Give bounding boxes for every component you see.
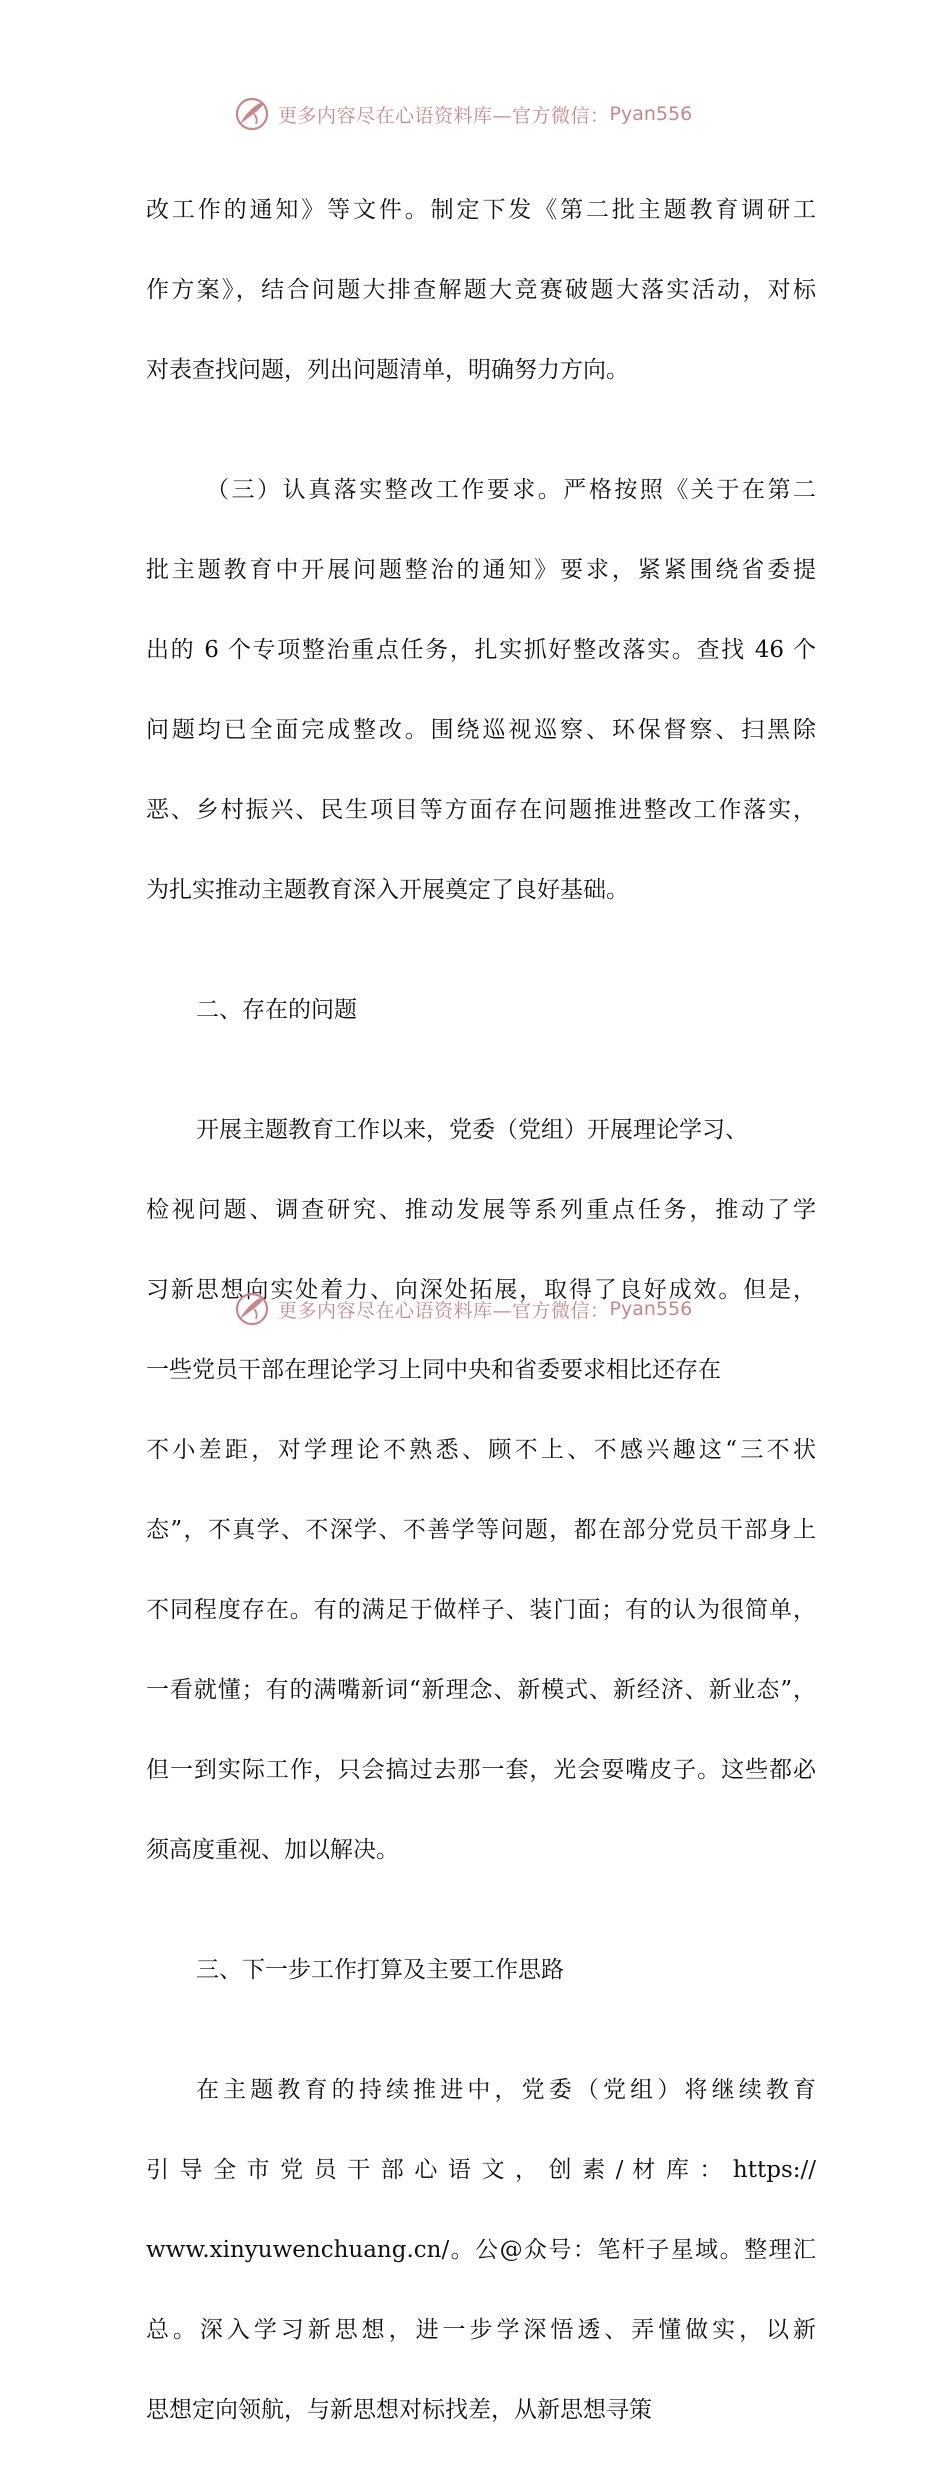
paragraph-2 bbox=[146, 430, 816, 950]
section-heading-3 bbox=[146, 1910, 816, 2030]
paragraph-3 bbox=[146, 1070, 816, 1910]
text-line: 检视问题、调查研究、推动发展等系列重点任务，推动了学 bbox=[146, 1197, 816, 1223]
text-line: 批主题教育中开展问题整治的通知》要求，紧紧围绕省委提 bbox=[146, 557, 816, 583]
watermark-id: Pyan556 bbox=[609, 1298, 693, 1320]
text-line: 思想定向领航，与新思想对标找差，从新思想寻策 bbox=[146, 2397, 652, 2423]
text-line: 作方案》，结合问题大排查解题大竞赛破题大落实活动，对标 bbox=[146, 277, 816, 303]
text-line: 但一到实际工作，只会搞过去那一套，光会耍嘴皮子。这些都必 bbox=[146, 1757, 816, 1783]
text-line: 改工作的通知》等文件。制定下发《第二批主题教育调研工 bbox=[146, 197, 816, 223]
text-line: 为扎实推动主题教育深入开展奠定了良好基础。 bbox=[146, 877, 629, 903]
text-line: www.xinyuwenchuang.cn/。公@众号：笔杆子星域。整理汇 bbox=[146, 2237, 816, 2263]
paragraph-1 bbox=[146, 150, 816, 430]
text-line: 不小差距，对学理论不熟悉、顾不上、不感兴趣这“三不状 bbox=[146, 1437, 816, 1463]
header-watermark bbox=[232, 94, 692, 134]
brush-logo-icon bbox=[232, 1289, 272, 1329]
text-line: （三）认真落实整改工作要求。严格按照《关于在第二 bbox=[206, 477, 816, 503]
heading-line: 二、存在的问题 bbox=[196, 997, 357, 1023]
footer-watermark bbox=[232, 1289, 692, 1329]
brush-logo-icon bbox=[232, 94, 272, 134]
watermark-id: Pyan556 bbox=[609, 103, 693, 125]
text-line: 问题均已全面完成整改。围绕巡视巡察、环保督察、扫黑除 bbox=[146, 717, 816, 743]
watermark-text: 更多内容尽在心语资料库—官方微信： bbox=[278, 104, 610, 127]
text-line: 开展主题教育工作以来，党委（党组）开展理论学习、 bbox=[196, 1117, 748, 1143]
text-line: 须高度重视、加以解决。 bbox=[146, 1837, 399, 1863]
text-line: 恶、乡村振兴、民生项目等方面存在问题推进整改工作落实， bbox=[146, 797, 816, 823]
text-line: 总。深入学习新思想，进一步学深悟透、弄懂做实，以新 bbox=[146, 2317, 816, 2343]
text-line: 一看就懂；有的满嘴新词“新理念、新模式、新经济、新业态”， bbox=[146, 1677, 816, 1703]
text-line: 一些党员干部在理论学习上同中央和省委要求相比还存在 bbox=[146, 1357, 721, 1383]
text-line: 引 导 全 市 党 员 干 部 心 语 文 ， 创 素 / 材 库 ： https:// bbox=[146, 2157, 816, 2183]
watermark-text: 更多内容尽在心语资料库—官方微信： bbox=[278, 1299, 610, 1322]
heading-line: 三、下一步工作打算及主要工作思路 bbox=[196, 1957, 564, 1983]
section-heading-2 bbox=[146, 950, 816, 1070]
text-line: 习新思想向实处着力、向深处拓展，取得了良好成效。但是， bbox=[146, 1277, 816, 1303]
text-line: 出的 6 个专项整治重点任务，扎实抓好整改落实。查找 46 个 bbox=[146, 637, 816, 663]
text-line: 在主题教育的持续推进中，党委（党组）将继续教育 bbox=[196, 2077, 816, 2103]
text-line: 对表查找问题，列出问题清单，明确努力方向。 bbox=[146, 357, 629, 383]
text-line: 不同程度存在。有的满足于做样子、装门面；有的认为很简单， bbox=[146, 1597, 816, 1623]
paragraph-4 bbox=[146, 2030, 816, 2470]
text-line: 态”，不真学、不深学、不善学等问题，都在部分党员干部身上 bbox=[146, 1517, 816, 1543]
